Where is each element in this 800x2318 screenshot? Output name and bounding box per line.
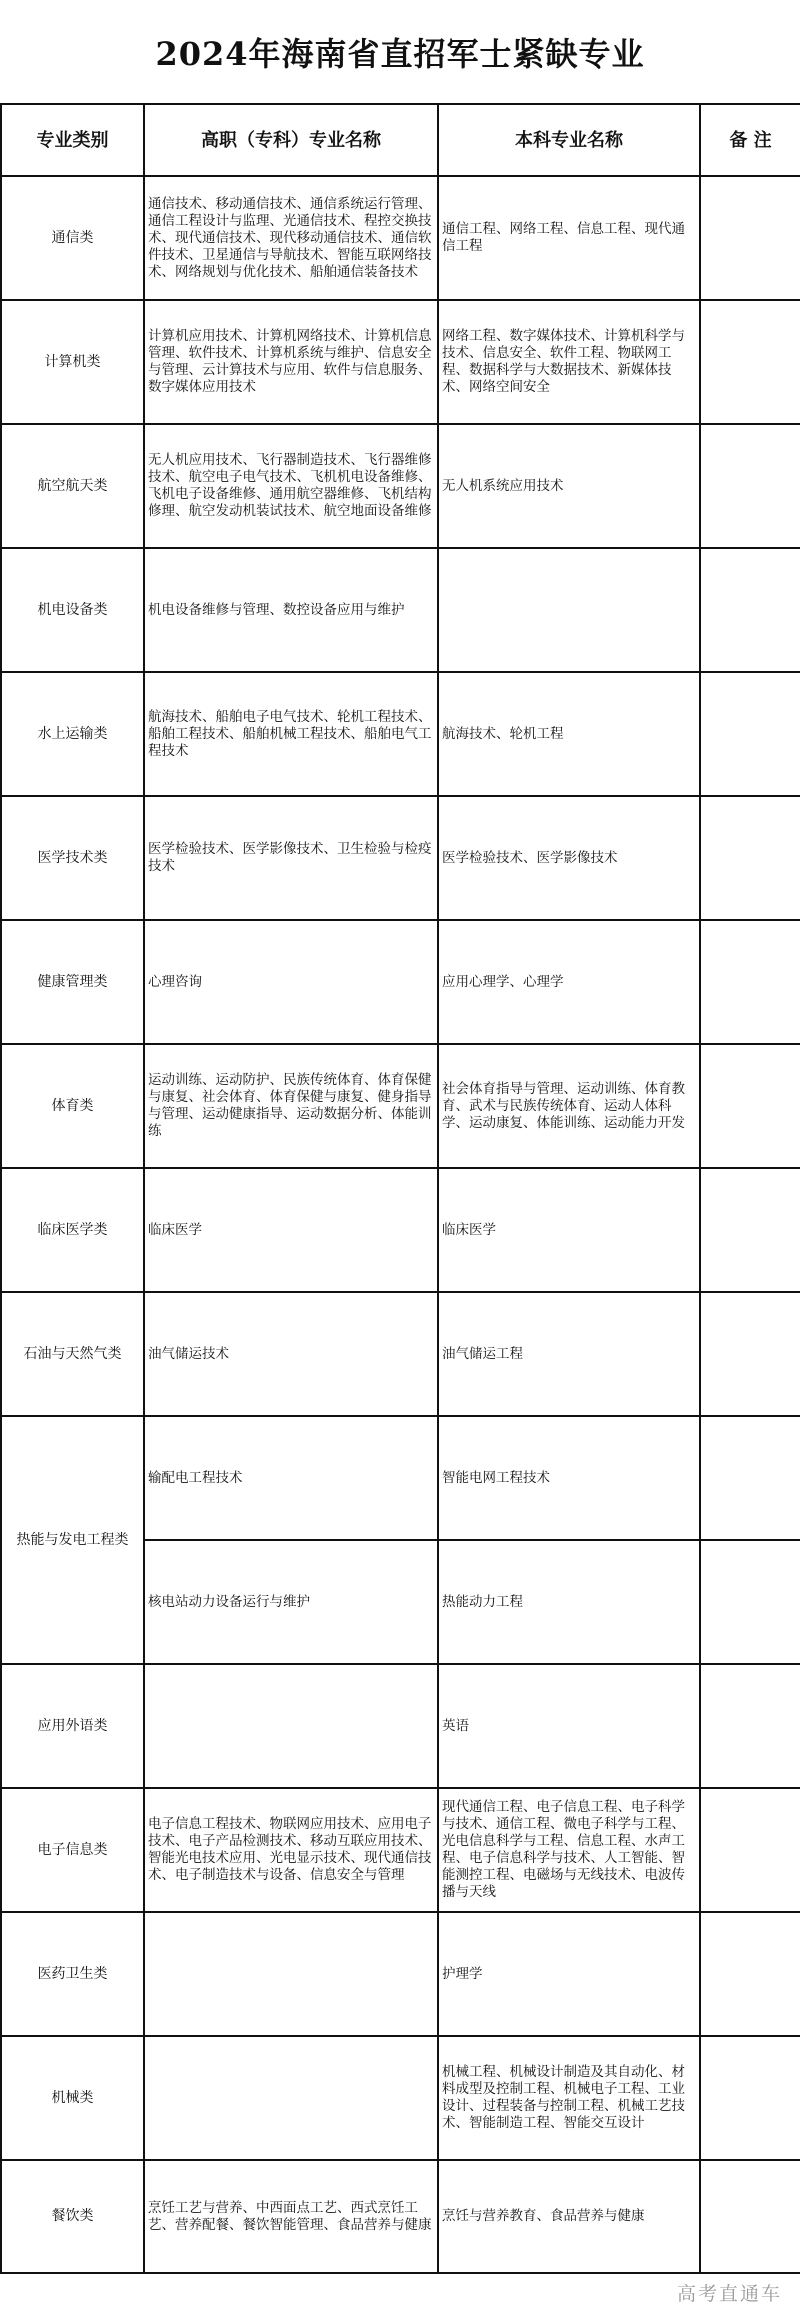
- table-row: [1, 1788, 800, 1912]
- table-row: [1, 672, 800, 796]
- category-cell: 通信类: [1, 176, 144, 300]
- remarks-cell: [700, 796, 800, 920]
- vocational-cell: 医学检验技术、医学影像技术、卫生检验与检疫技术: [144, 796, 438, 920]
- header-undergraduate: 本科专业名称: [438, 104, 700, 176]
- category-cell: 体育类: [1, 1044, 144, 1168]
- vocational-cell: 航海技术、船舶电子电气技术、轮机工程技术、船舶工程技术、船舶机械工程技术、船舶电气工程技术: [144, 672, 438, 796]
- category-cell: 热能与发电工程类: [1, 1416, 144, 1664]
- vocational-cell: [144, 1912, 438, 2036]
- remarks-cell: [700, 920, 800, 1044]
- category-cell: 石油与天然气类: [1, 1292, 144, 1416]
- category-cell: 医学技术类: [1, 796, 144, 920]
- header-vocational: 高职（专科）专业名称: [144, 104, 438, 176]
- page-title: 2024年海南省直招军士紧缺专业: [155, 34, 645, 73]
- vocational-cell: 运动训练、运动防护、民族传统体育、体育保健与康复、社会体育、体育保健与康复、健身指导与管理、运动健康指导、运动数据分析、体能训练: [144, 1044, 438, 1168]
- table-row: [1, 424, 800, 548]
- watermark: 高考直通车: [676, 2283, 782, 2305]
- undergraduate-cell: 英语: [438, 1664, 700, 1788]
- table-row: [1, 2160, 800, 2273]
- remarks-cell: [700, 1044, 800, 1168]
- undergraduate-cell: 护理学: [438, 1912, 700, 2036]
- vocational-cell: 计算机应用技术、计算机网络技术、计算机信息管理、软件技术、计算机系统与维护、信息安全与管理、云计算技术与应用、软件与信息服务、数字媒体应用技术: [144, 300, 438, 424]
- table-row: [1, 548, 800, 672]
- undergraduate-cell: 航海技术、轮机工程: [438, 672, 700, 796]
- vocational-cell: 电子信息工程技术、物联网应用技术、应用电子技术、电子产品检测技术、移动互联应用技术、智能光电技术应用、光电显示技术、现代通信技术、电子制造技术与设备、信息安全与管理: [144, 1788, 438, 1912]
- undergraduate-cell: 医学检验技术、医学影像技术: [438, 796, 700, 920]
- table-row: [1, 1912, 800, 2036]
- category-cell: 电子信息类: [1, 1788, 144, 1912]
- undergraduate-cell: 应用心理学、心理学: [438, 920, 700, 1044]
- header-row: [1, 104, 800, 176]
- vocational-cell: 机电设备维修与管理、数控设备应用与维护: [144, 548, 438, 672]
- vocational-cell: 油气储运技术: [144, 1292, 438, 1416]
- table-row: [1, 1044, 800, 1168]
- remarks-cell: [700, 1540, 800, 1664]
- category-cell: 计算机类: [1, 300, 144, 424]
- remarks-cell: [700, 548, 800, 672]
- vocational-cell: 无人机应用技术、飞行器制造技术、飞行器维修技术、航空电子电气技术、飞机机电设备维修、飞机电子设备维修、通用航空器维修、飞机结构修理、航空发动机装试技术、航空地面设备维修: [144, 424, 438, 548]
- undergraduate-cell: 现代通信工程、电子信息工程、电子科学与技术、通信工程、微电子科学与工程、光电信息科学与工程、信息工程、水声工程、电子信息科学与技术、人工智能、智能测控工程、电磁场与无线技术、电波传播与天线: [438, 1788, 700, 1912]
- table-row: [1, 2036, 800, 2160]
- remarks-cell: [700, 176, 800, 300]
- undergraduate-cell: 油气储运工程: [438, 1292, 700, 1416]
- undergraduate-cell: 无人机系统应用技术: [438, 424, 700, 548]
- remarks-cell: [700, 2160, 800, 2273]
- vocational-cell: 临床医学: [144, 1168, 438, 1292]
- vocational-cell: [144, 2036, 438, 2160]
- undergraduate-cell: 热能动力工程: [438, 1540, 700, 1664]
- remarks-cell: [700, 1416, 800, 1540]
- category-cell: 健康管理类: [1, 920, 144, 1044]
- category-cell: 应用外语类: [1, 1664, 144, 1788]
- remarks-cell: [700, 1788, 800, 1912]
- category-cell: 机电设备类: [1, 548, 144, 672]
- remarks-cell: [700, 1664, 800, 1788]
- table-row: [1, 300, 800, 424]
- undergraduate-cell: 烹饪与营养教育、食品营养与健康: [438, 2160, 700, 2273]
- remarks-cell: [700, 1168, 800, 1292]
- remarks-cell: [700, 1292, 800, 1416]
- category-cell: 餐饮类: [1, 2160, 144, 2273]
- undergraduate-cell: 社会体育指导与管理、运动训练、体育教育、武术与民族传统体育、运动人体科学、运动康复、体能训练、运动能力开发: [438, 1044, 700, 1168]
- category-cell: 水上运输类: [1, 672, 144, 796]
- majors-table: [0, 103, 800, 2274]
- table-row: [1, 1664, 800, 1788]
- remarks-cell: [700, 672, 800, 796]
- undergraduate-cell: 智能电网工程技术: [438, 1416, 700, 1540]
- table-row: [1, 1168, 800, 1292]
- remarks-cell: [700, 424, 800, 548]
- undergraduate-cell: [438, 548, 700, 672]
- vocational-cell: 烹饪工艺与营养、中西面点工艺、西式烹饪工艺、营养配餐、餐饮智能管理、食品营养与健康: [144, 2160, 438, 2273]
- table-row: [1, 920, 800, 1044]
- table-row: [1, 176, 800, 300]
- vocational-cell: 输配电工程技术: [144, 1416, 438, 1540]
- remarks-cell: [700, 1912, 800, 2036]
- undergraduate-cell: 通信工程、网络工程、信息工程、现代通信工程: [438, 176, 700, 300]
- remarks-cell: [700, 2036, 800, 2160]
- table-row: [1, 1292, 800, 1416]
- vocational-cell: [144, 1664, 438, 1788]
- category-cell: 医药卫生类: [1, 1912, 144, 2036]
- undergraduate-cell: 机械工程、机械设计制造及其自动化、材料成型及控制工程、机械电子工程、工业设计、过程装备与控制工程、机械工艺技术、智能制造工程、智能交互设计: [438, 2036, 700, 2160]
- table-row: [1, 1416, 800, 1540]
- vocational-cell: 核电站动力设备运行与维护: [144, 1540, 438, 1664]
- category-cell: 机械类: [1, 2036, 144, 2160]
- remarks-cell: [700, 300, 800, 424]
- header-category: 专业类别: [1, 104, 144, 176]
- vocational-cell: 通信技术、移动通信技术、通信系统运行管理、通信工程设计与监理、光通信技术、程控交换技术、现代通信技术、现代移动通信技术、通信软件技术、卫星通信与导航技术、智能互联网络技术、网络规划与优化技术、船舶通信装备技术: [144, 176, 438, 300]
- category-cell: 临床医学类: [1, 1168, 144, 1292]
- table-row: [1, 796, 800, 920]
- undergraduate-cell: 网络工程、数字媒体技术、计算机科学与技术、信息安全、软件工程、物联网工程、数据科学与大数据技术、新媒体技术、网络空间安全: [438, 300, 700, 424]
- header-remarks: 备 注: [700, 104, 800, 176]
- vocational-cell: 心理咨询: [144, 920, 438, 1044]
- undergraduate-cell: 临床医学: [438, 1168, 700, 1292]
- category-cell: 航空航天类: [1, 424, 144, 548]
